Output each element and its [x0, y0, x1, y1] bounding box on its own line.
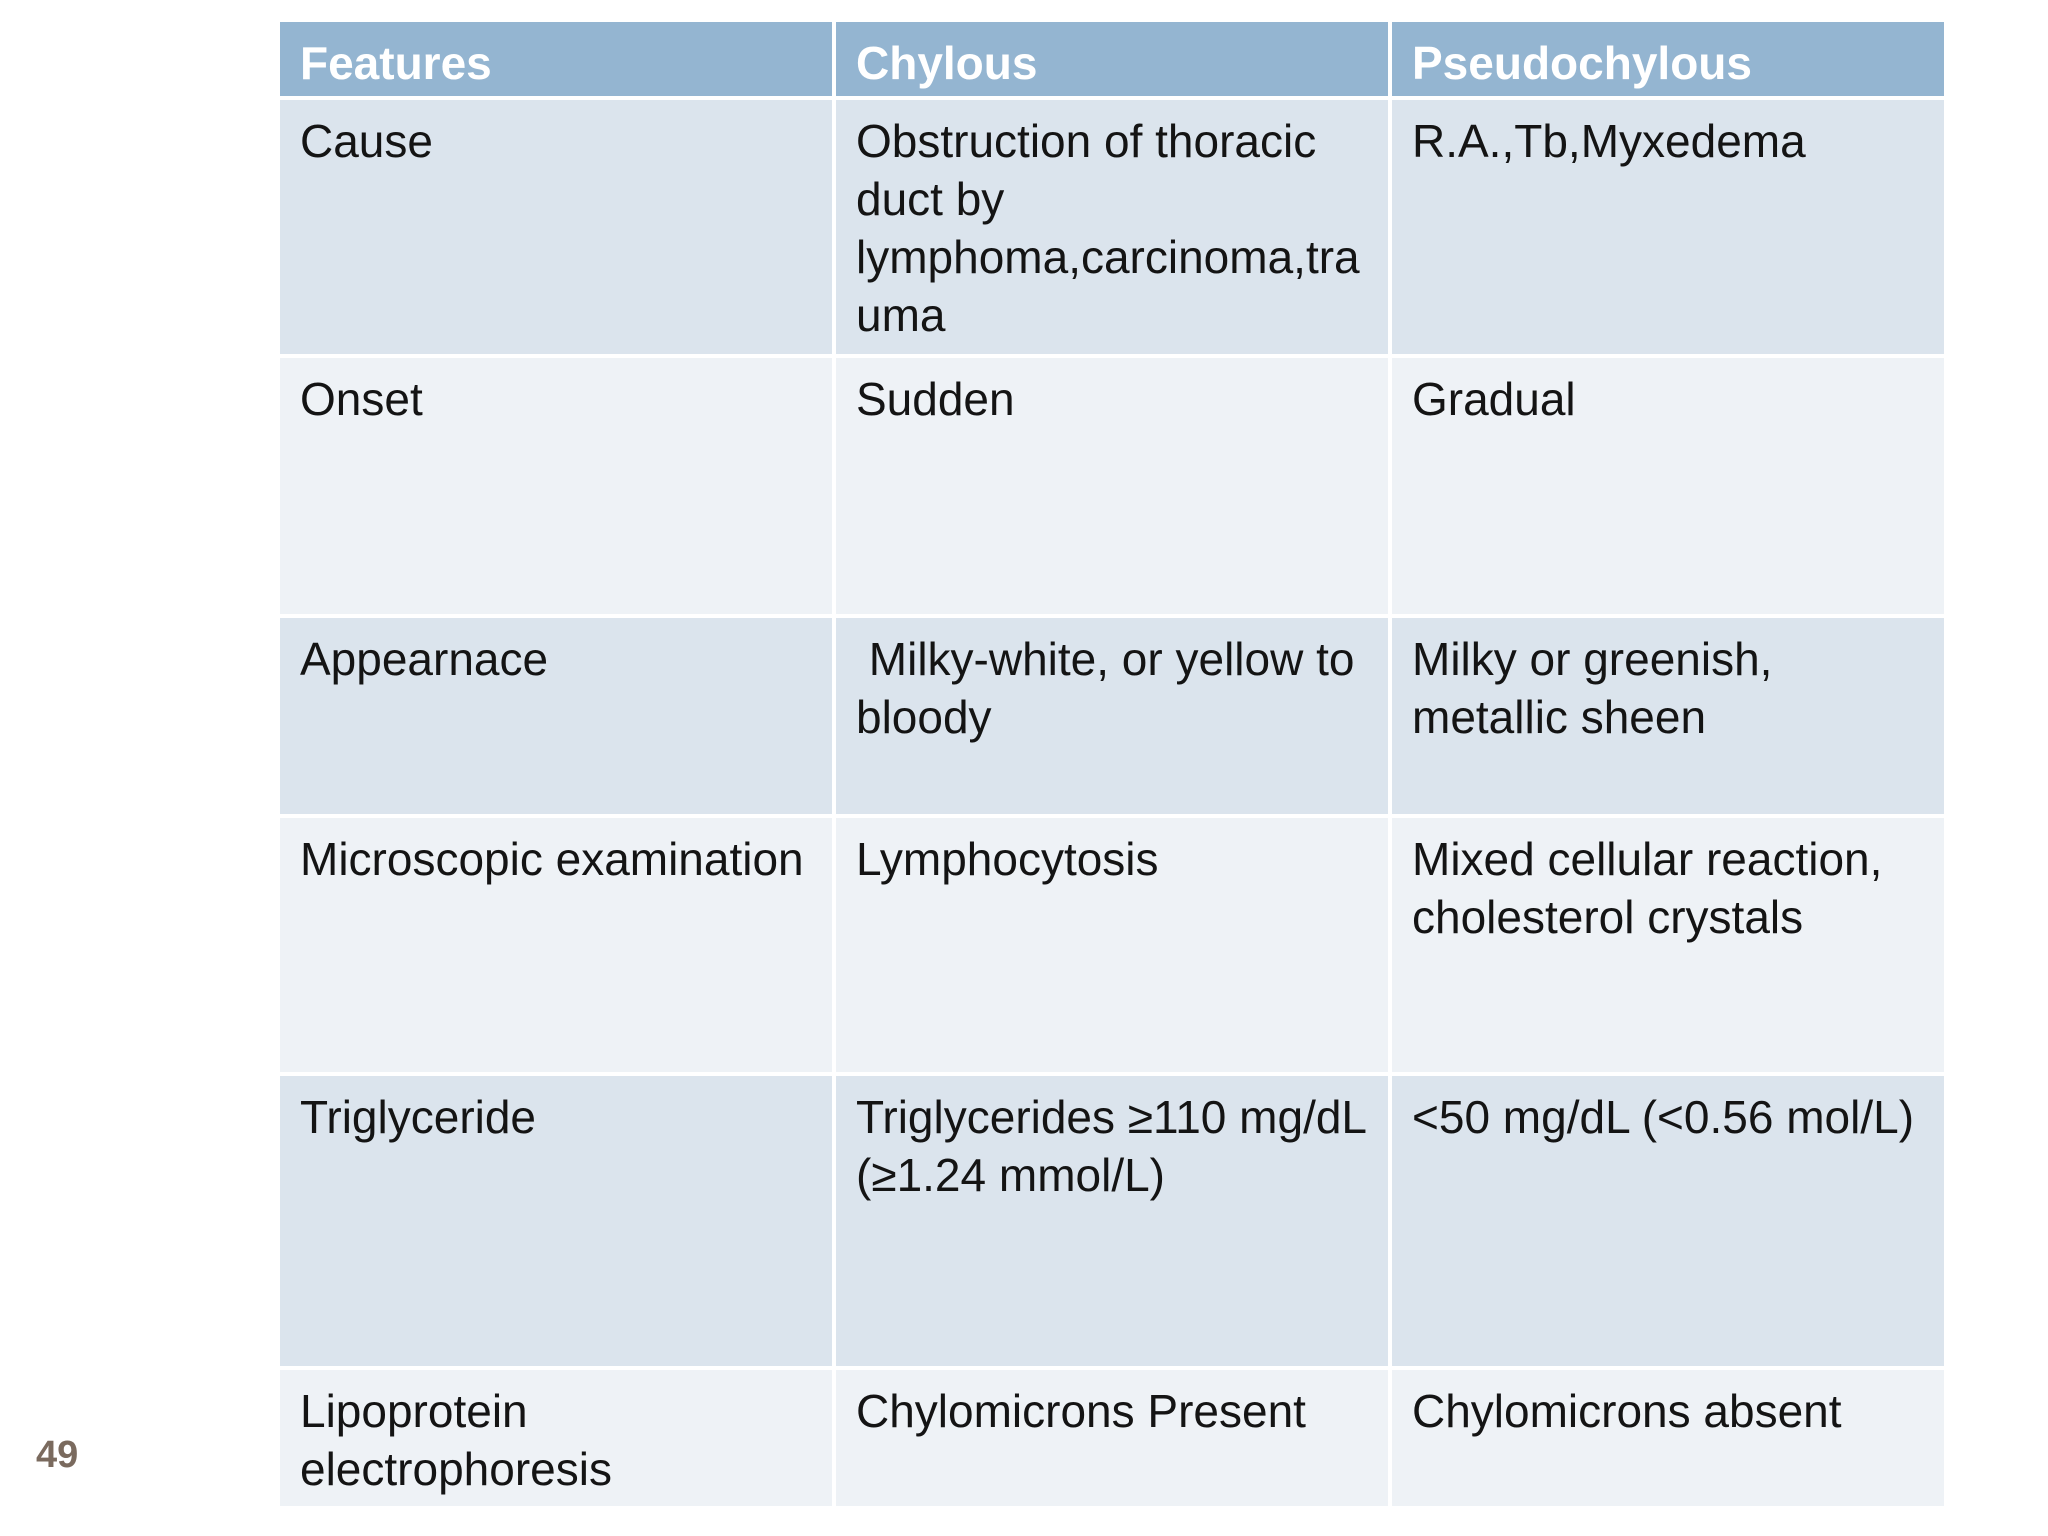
feature-cell — [278, 356, 834, 616]
feature-cell — [278, 816, 834, 1074]
header-features: Features — [278, 20, 834, 98]
header-pseudochylous: Pseudochylous — [1390, 20, 1946, 98]
pseudochylous-cell — [1390, 98, 1946, 356]
cell-text: <50 mg/dL (<0.56 mol/L) — [1412, 1091, 1915, 1143]
chylous-cell — [834, 356, 1390, 616]
comparison-table — [276, 18, 1948, 1510]
cell-text: Appearnace — [300, 633, 549, 685]
cell-text: Milky or greenish, metallic sheen — [1412, 633, 1786, 743]
cell-text: Chylomicrons Present — [856, 1385, 1306, 1437]
feature-cell — [278, 1368, 834, 1508]
chylous-cell — [834, 1368, 1390, 1508]
table-row — [278, 356, 1946, 616]
chylous-cell — [834, 616, 1390, 816]
cell-text: Onset — [300, 373, 423, 425]
pseudochylous-cell — [1390, 1074, 1946, 1368]
cell-text: Sudden — [856, 373, 1015, 425]
table-row — [278, 98, 1946, 356]
chylous-cell — [834, 98, 1390, 356]
cell-text: Triglyceride — [300, 1091, 537, 1143]
table-row — [278, 816, 1946, 1074]
cell-text: Milky-white, or yellow to bloody — [856, 633, 1368, 743]
feature-cell — [278, 616, 834, 816]
header-row — [278, 20, 1946, 98]
pseudochylous-cell — [1390, 816, 1946, 1074]
chylous-cell — [834, 1074, 1390, 1368]
chylous-cell — [834, 816, 1390, 1074]
cell-text: Lipoprotein electrophoresis — [300, 1385, 612, 1495]
cell-text: Triglycerides ≥110 mg/dL (≥1.24 mmol/L) — [856, 1091, 1379, 1201]
page-number: 49 — [36, 1434, 79, 1476]
cell-text: Gradual — [1412, 373, 1576, 425]
pseudochylous-cell — [1390, 356, 1946, 616]
cell-text: Lymphocytosis — [856, 833, 1159, 885]
table-row — [278, 616, 1946, 816]
cell-text: Microscopic examination — [300, 833, 804, 885]
table-row — [278, 1368, 1946, 1508]
cell-text: Cause — [300, 115, 433, 167]
cell-text: Chylomicrons absent — [1412, 1385, 1842, 1437]
pseudochylous-cell — [1390, 1368, 1946, 1508]
table-row — [278, 1074, 1946, 1368]
cell-text: R.A.,Tb,Myxedema — [1412, 115, 1806, 167]
feature-cell — [278, 98, 834, 356]
cell-text: Obstruction of thoracic duct by lymphoma,carcinoma,trauma — [856, 115, 1360, 341]
feature-cell — [278, 1074, 834, 1368]
cell-text: Mixed cellular reaction, cholesterol crystals — [1412, 833, 1896, 943]
header-chylous: Chylous — [834, 20, 1390, 98]
pseudochylous-cell — [1390, 616, 1946, 816]
